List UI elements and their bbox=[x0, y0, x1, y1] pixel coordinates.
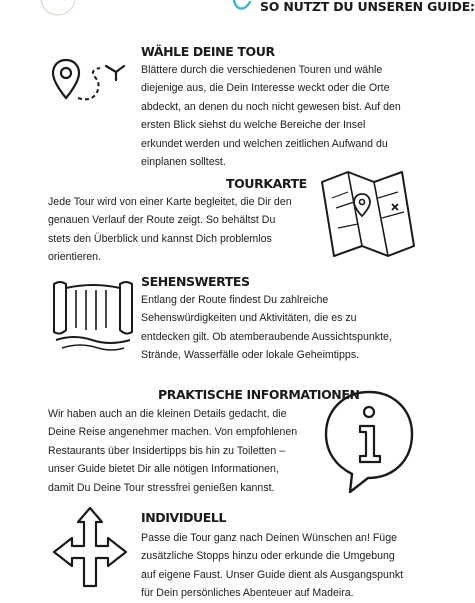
map-icon bbox=[318, 168, 418, 258]
section-body: Wir haben auch an die kleinen Details gedacht, die Deine Reise angenehmer machen. Von empfohlenen Restaurants über Insidertipps bis hin zu Toiletten – unser Guide bietet Dir alle nötigen Informationen, damit Du Deine Tour stressfrei genießen kannst. bbox=[48, 408, 298, 494]
section-title: INDIVIDUELL bbox=[141, 510, 227, 525]
section-body: Passe die Tour ganz nach Deinen Wünschen an! Füge zusätzliche Stopps hinzu oder erkunde die Umgebung auf eigene Faust. Unser Guide dient als Ausgangspunkt für Dein persönliches Abenteuer auf Madeira. bbox=[141, 532, 404, 600]
section-title: TOURKARTE bbox=[226, 176, 307, 191]
section-body: Jede Tour wird von einer Karte begleitet, die Dir den genauen Verlauf der Route zeigt. So behältst Du stets den Überblick und kannst Dich problemlos orientieren. bbox=[48, 196, 292, 264]
info-bubble-icon bbox=[320, 388, 418, 498]
section-body: Blättere durch die verschiedenen Touren und wähle diejenige aus, die Dein Interesse weckt oder die Orte abdeckt, an denen du noch nicht gewesen bist. Auf den ersten Blick siehst du welche Bereiche der Insel erkundet werden und welchen zeitlichen Aufwand du einplanen solltest. bbox=[141, 64, 401, 169]
section-title: PRAKTISCHE INFORMATIONEN bbox=[158, 387, 360, 402]
waterfall-icon bbox=[50, 278, 134, 350]
page-header bbox=[232, 0, 475, 14]
route-pin-icon bbox=[50, 58, 130, 110]
page-title: SO NUTZT DU UNSEREN GUIDE: bbox=[260, 0, 475, 14]
section-sights bbox=[141, 274, 403, 365]
section-choose-tour bbox=[141, 44, 401, 171]
section-tour-map bbox=[48, 176, 307, 267]
section-individual bbox=[141, 510, 407, 603]
brand-logo bbox=[36, 0, 80, 24]
section-title: WÄHLE DEINE TOUR bbox=[141, 44, 275, 59]
crossroads-arrows-icon bbox=[50, 506, 130, 588]
swoosh-icon bbox=[232, 0, 252, 14]
section-body: Entlang der Route findest Du zahlreiche Sehenswürdigkeiten und Aktivitäten, die es zu entdecken gilt. Ob atemberaubende Aussichtspunkte, Strände, Wasserfälle oder lokale Geheimtipps. bbox=[141, 294, 392, 362]
section-title: SEHENSWERTES bbox=[141, 274, 250, 289]
section-practical-info bbox=[48, 387, 360, 497]
